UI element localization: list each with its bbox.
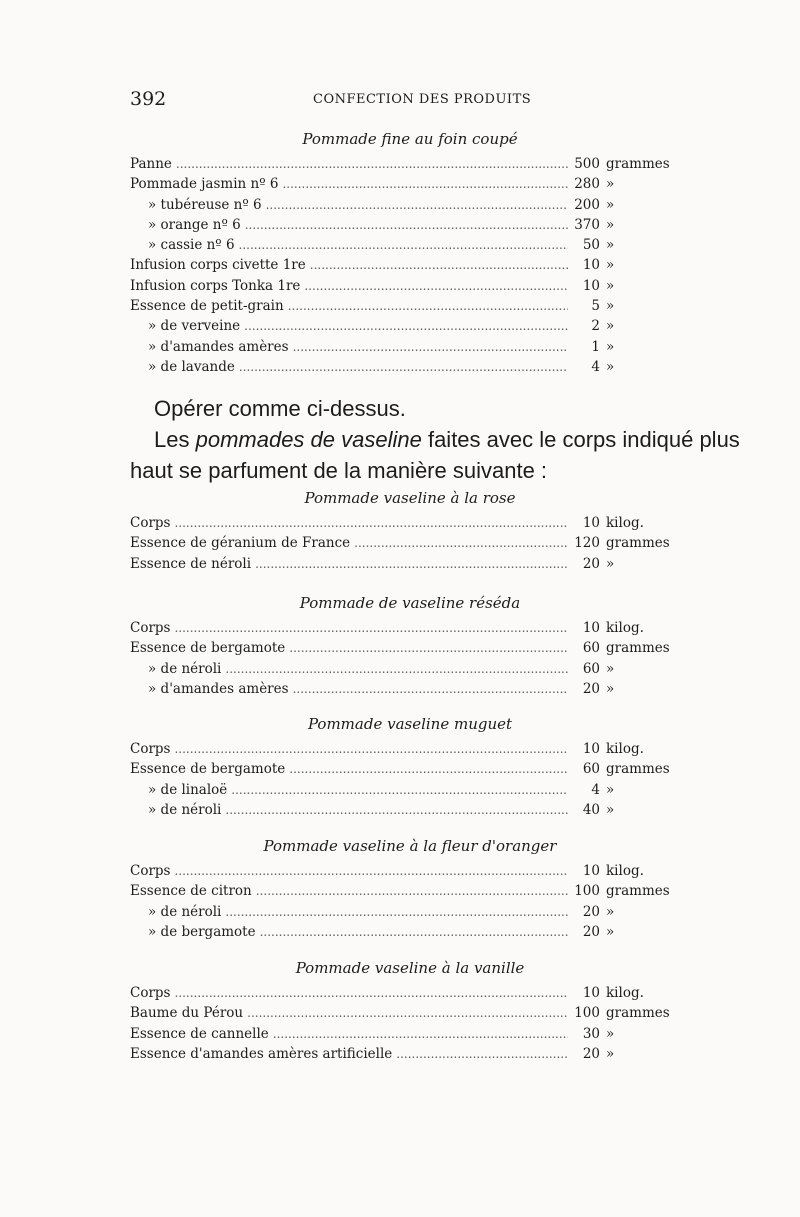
ingredient-name: Baume du Pérou — [130, 1005, 244, 1022]
ingredient-row — [130, 276, 690, 296]
ingredient-row — [130, 800, 690, 820]
recipe-foin-coupe — [130, 128, 690, 377]
ingredient-quantity: 20 — [582, 903, 600, 920]
paragraph-line-3: haut se parfument de la manière suivante : — [130, 458, 548, 483]
ingredient-name: » de lavande — [148, 358, 235, 375]
ingredient-quantity: 30 — [582, 1025, 600, 1042]
leader-dots — [354, 533, 568, 553]
ingredient-row — [130, 780, 690, 800]
leader-dots — [288, 296, 568, 316]
recipe-vaseline-reseda — [130, 592, 690, 699]
ingredient-quantity: 10 — [582, 515, 600, 531]
ingredient-quantity: 10 — [582, 741, 600, 757]
ingredient-name: Essence de bergamote — [130, 761, 286, 778]
ingredient-unit: » — [606, 1025, 615, 1042]
leader-dots — [266, 195, 568, 215]
ingredient-quantity: 60 — [582, 660, 600, 677]
ingredient-unit: grammes — [606, 761, 670, 778]
ingredient-list — [130, 513, 690, 574]
ingredient-unit: kilog. — [606, 741, 644, 757]
ingredient-quantity: 4 — [591, 781, 600, 798]
ingredient-unit: » — [606, 257, 615, 274]
ingredient-row — [130, 759, 690, 779]
ingredient-quantity: 40 — [582, 801, 600, 818]
leader-dots — [293, 337, 568, 357]
recipe-title: Pommade de vaseline réséda — [299, 594, 521, 612]
ingredient-name: Essence de bergamote — [130, 640, 286, 657]
ingredient-name: Essence de citron — [130, 883, 252, 900]
leader-dots — [255, 554, 568, 574]
ingredient-name: Corps — [130, 620, 171, 636]
leader-dots — [174, 983, 568, 1003]
leader-dots — [289, 638, 568, 658]
ingredient-name: » tubéreuse nº 6 — [148, 196, 262, 213]
ingredient-row — [130, 1024, 690, 1044]
ingredient-quantity: 10 — [582, 620, 600, 636]
ingredient-name: Infusion corps civette 1re — [130, 257, 306, 274]
ingredient-name: » de linaloë — [148, 781, 228, 798]
paragraph-line-2-end: faites avec le corps indiqué plus — [421, 427, 740, 452]
ingredient-quantity: 10 — [582, 257, 600, 274]
ingredient-quantity: 10 — [582, 863, 600, 879]
ingredient-unit: » — [606, 680, 615, 697]
leader-dots — [244, 316, 568, 336]
leader-dots — [174, 513, 568, 533]
paragraph-line-2 — [154, 424, 740, 456]
ingredient-list — [130, 983, 690, 1064]
leader-dots — [239, 357, 568, 377]
ingredient-row — [130, 1044, 690, 1064]
leader-dots — [293, 679, 568, 699]
recipe-vaseline-fleur-oranger — [130, 835, 690, 942]
ingredient-name: Essence de cannelle — [130, 1025, 269, 1042]
ingredient-row — [130, 1003, 690, 1023]
leader-dots — [231, 780, 568, 800]
ingredient-quantity: 20 — [582, 680, 600, 697]
ingredient-row — [130, 618, 690, 638]
ingredient-row — [130, 215, 690, 235]
ingredient-row — [130, 922, 690, 942]
ingredient-name: » cassie nº 6 — [148, 237, 235, 254]
leader-dots — [174, 739, 568, 759]
ingredient-row — [130, 659, 690, 679]
recipe-title: Pommade vaseline muguet — [307, 715, 513, 733]
ingredient-unit: » — [606, 801, 615, 818]
leader-dots — [174, 618, 568, 638]
paragraph-emphasis: pommades de vaseline — [195, 427, 422, 452]
ingredient-list — [130, 861, 690, 942]
ingredient-quantity: 50 — [582, 237, 600, 254]
ingredient-row — [130, 357, 690, 377]
paragraph-line-2-start: Les — [154, 427, 196, 452]
ingredient-quantity: 60 — [582, 640, 600, 657]
ingredient-quantity: 280 — [574, 176, 600, 193]
ingredient-unit: » — [606, 555, 615, 572]
ingredient-row — [130, 337, 690, 357]
leader-dots — [304, 276, 568, 296]
ingredient-unit: » — [606, 1045, 615, 1062]
ingredient-unit: grammes — [606, 883, 670, 900]
ingredient-row — [130, 513, 690, 533]
ingredient-unit: kilog. — [606, 620, 644, 636]
ingredient-name: Corps — [130, 863, 171, 879]
leader-dots — [273, 1024, 568, 1044]
ingredient-unit: kilog. — [606, 985, 644, 1001]
ingredient-name: » de néroli — [148, 660, 222, 677]
leader-dots — [174, 861, 568, 881]
leader-dots — [247, 1003, 568, 1023]
ingredient-row — [130, 195, 690, 215]
ingredient-quantity: 370 — [574, 216, 600, 233]
ingredient-unit: » — [606, 176, 615, 193]
ingredient-row — [130, 983, 690, 1003]
ingredient-unit: » — [606, 781, 615, 798]
ingredient-quantity: 10 — [582, 277, 600, 294]
leader-dots — [225, 800, 568, 820]
leader-dots — [396, 1044, 568, 1064]
ingredient-name: Essence de géranium de France — [130, 535, 351, 552]
ingredient-name: » de néroli — [148, 903, 222, 920]
recipe-title: Pommade vaseline à la rose — [304, 489, 516, 507]
ingredient-unit: kilog. — [606, 863, 644, 879]
leader-dots — [282, 174, 568, 194]
ingredient-quantity: 100 — [574, 883, 600, 900]
ingredient-name: » de néroli — [148, 801, 222, 818]
ingredient-name: Corps — [130, 741, 171, 757]
ingredient-row — [130, 902, 690, 922]
ingredient-quantity: 5 — [591, 298, 600, 315]
ingredient-row — [130, 679, 690, 699]
ingredient-list — [130, 154, 690, 377]
ingredient-row — [130, 881, 690, 901]
ingredient-row — [130, 638, 690, 658]
ingredient-row — [130, 174, 690, 194]
page-header — [130, 88, 690, 112]
recipe-title: Pommade vaseline à la fleur d'oranger — [263, 837, 557, 855]
recipe-vaseline-rose — [130, 487, 690, 574]
ingredient-name: Essence d'amandes amères artificielle — [130, 1045, 393, 1062]
ingredient-unit: grammes — [606, 640, 670, 657]
ingredient-name: » d'amandes amères — [148, 680, 289, 697]
ingredient-quantity: 4 — [591, 358, 600, 375]
ingredient-unit: kilog. — [606, 515, 644, 531]
ingredient-name: » orange nº 6 — [148, 216, 241, 233]
leader-dots — [225, 902, 568, 922]
ingredient-unit: » — [606, 277, 615, 294]
ingredient-row — [130, 316, 690, 336]
leader-dots — [310, 255, 568, 275]
ingredient-name: Corps — [130, 515, 171, 531]
recipe-vaseline-vanille — [130, 957, 690, 1064]
ingredient-unit: » — [606, 237, 615, 254]
ingredient-name: » d'amandes amères — [148, 338, 289, 355]
ingredient-quantity: 20 — [582, 1045, 600, 1062]
recipe-vaseline-muguet — [130, 713, 690, 820]
ingredient-unit: » — [606, 903, 615, 920]
ingredient-name: Corps — [130, 985, 171, 1001]
ingredient-quantity: 1 — [591, 338, 600, 355]
recipe-title: Pommade vaseline à la vanille — [295, 959, 525, 977]
page-number: 392 — [130, 88, 167, 110]
ingredient-quantity: 10 — [582, 985, 600, 1001]
ingredient-quantity: 100 — [574, 1005, 600, 1022]
ingredient-row — [130, 255, 690, 275]
ingredient-unit: » — [606, 660, 615, 677]
ingredient-name: » de verveine — [148, 318, 241, 335]
ingredient-row — [130, 739, 690, 759]
ingredient-quantity: 500 — [574, 156, 600, 172]
leader-dots — [260, 922, 568, 942]
ingredient-name: Infusion corps Tonka 1re — [130, 277, 301, 294]
ingredient-name: Pommade jasmin nº 6 — [130, 176, 279, 193]
leader-dots — [289, 759, 568, 779]
ingredient-name: Essence de petit-grain — [130, 298, 284, 315]
ingredient-row — [130, 154, 690, 174]
ingredient-row — [130, 533, 690, 553]
ingredient-name: Essence de néroli — [130, 555, 252, 572]
ingredient-unit: grammes — [606, 535, 670, 552]
leader-dots — [239, 235, 568, 255]
ingredient-row — [130, 235, 690, 255]
ingredient-row — [130, 296, 690, 316]
ingredient-unit: grammes — [606, 1005, 670, 1022]
ingredient-unit: » — [606, 358, 615, 375]
ingredient-unit: » — [606, 923, 615, 940]
ingredient-row — [130, 861, 690, 881]
ingredient-quantity: 20 — [582, 555, 600, 572]
ingredient-unit: » — [606, 298, 615, 315]
ingredient-quantity: 60 — [582, 761, 600, 778]
paragraph-line-1: Opérer comme ci-dessus. — [154, 396, 406, 421]
ingredient-quantity: 200 — [574, 196, 600, 213]
running-title: CONFECTION DES PRODUITS — [313, 92, 532, 107]
ingredient-quantity: 2 — [591, 318, 600, 335]
ingredient-unit: grammes — [606, 156, 670, 172]
ingredient-quantity: 20 — [582, 923, 600, 940]
leader-dots — [176, 154, 568, 174]
ingredient-unit: » — [606, 216, 615, 233]
ingredient-name: » de bergamote — [148, 923, 256, 940]
ingredient-row — [130, 554, 690, 574]
leader-dots — [225, 659, 568, 679]
ingredient-unit: » — [606, 338, 615, 355]
recipe-title: Pommade fine au foin coupé — [302, 130, 518, 148]
leader-dots — [256, 881, 568, 901]
ingredient-unit: » — [606, 196, 615, 213]
ingredient-quantity: 120 — [574, 535, 600, 552]
ingredient-unit: » — [606, 318, 615, 335]
ingredient-list — [130, 739, 690, 820]
ingredient-list — [130, 618, 690, 699]
leader-dots — [245, 215, 568, 235]
ingredient-name: Panne — [130, 156, 172, 172]
